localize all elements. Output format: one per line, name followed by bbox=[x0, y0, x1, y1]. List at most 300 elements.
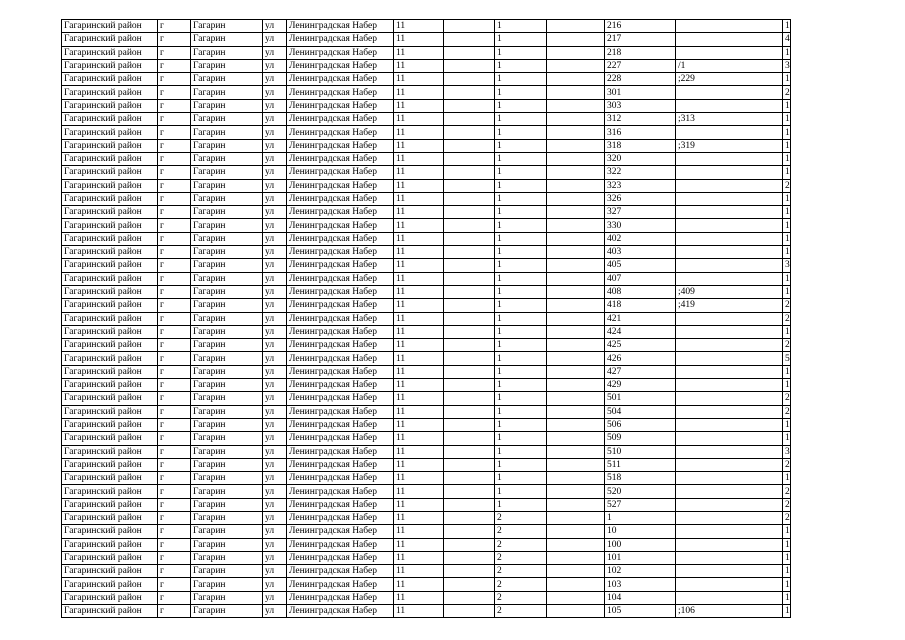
street-cell: Ленинградская Набер bbox=[287, 538, 394, 551]
building-cell bbox=[444, 445, 495, 458]
building-cell bbox=[444, 392, 495, 405]
city-cell: Гагарин bbox=[191, 352, 263, 365]
building-cell bbox=[444, 152, 495, 165]
table-row bbox=[62, 246, 791, 259]
street-type-cell: ул bbox=[263, 591, 287, 604]
floor-cell bbox=[547, 498, 605, 511]
apartment-extra-cell bbox=[676, 458, 783, 471]
district-cell: Гагаринский район bbox=[62, 405, 158, 418]
floor-cell bbox=[547, 485, 605, 498]
building-cell bbox=[444, 299, 495, 312]
apartment-extra-cell bbox=[676, 33, 783, 46]
entrance-cell: 1 bbox=[495, 392, 547, 405]
table-row bbox=[62, 445, 791, 458]
entrance-cell: 1 bbox=[495, 405, 547, 418]
count-cell: 2 bbox=[783, 179, 791, 192]
apartment-extra-cell bbox=[676, 392, 783, 405]
street-type-cell: ул bbox=[263, 113, 287, 126]
locality-type-cell: г bbox=[158, 179, 191, 192]
floor-cell bbox=[547, 578, 605, 591]
house-cell: 11 bbox=[394, 551, 444, 564]
district-cell: Гагаринский район bbox=[62, 272, 158, 285]
city-cell: Гагарин bbox=[191, 166, 263, 179]
floor-cell bbox=[547, 46, 605, 59]
apartment-cell: 100 bbox=[605, 538, 676, 551]
apartment-cell: 318 bbox=[605, 139, 676, 152]
street-cell: Ленинградская Набер bbox=[287, 511, 394, 524]
table-row bbox=[62, 20, 791, 33]
count-cell: 2 bbox=[783, 511, 791, 524]
district-cell: Гагаринский район bbox=[62, 591, 158, 604]
apartment-extra-cell: ;106 bbox=[676, 605, 783, 618]
city-cell: Гагарин bbox=[191, 246, 263, 259]
building-cell bbox=[444, 485, 495, 498]
district-cell: Гагаринский район bbox=[62, 20, 158, 33]
apartment-extra-cell bbox=[676, 312, 783, 325]
locality-type-cell: г bbox=[158, 206, 191, 219]
entrance-cell: 1 bbox=[495, 33, 547, 46]
floor-cell bbox=[547, 152, 605, 165]
entrance-cell: 1 bbox=[495, 152, 547, 165]
building-cell bbox=[444, 246, 495, 259]
apartment-cell: 506 bbox=[605, 418, 676, 431]
house-cell: 11 bbox=[394, 152, 444, 165]
house-cell: 11 bbox=[394, 113, 444, 126]
city-cell: Гагарин bbox=[191, 192, 263, 205]
district-cell: Гагаринский район bbox=[62, 73, 158, 86]
building-cell bbox=[444, 365, 495, 378]
street-cell: Ленинградская Набер bbox=[287, 285, 394, 298]
street-type-cell: ул bbox=[263, 99, 287, 112]
apartment-extra-cell bbox=[676, 192, 783, 205]
entrance-cell: 2 bbox=[495, 511, 547, 524]
floor-cell bbox=[547, 33, 605, 46]
locality-type-cell: г bbox=[158, 511, 191, 524]
locality-type-cell: г bbox=[158, 139, 191, 152]
apartment-extra-cell: ;313 bbox=[676, 113, 783, 126]
street-type-cell: ул bbox=[263, 578, 287, 591]
city-cell: Гагарин bbox=[191, 59, 263, 72]
street-cell: Ленинградская Набер bbox=[287, 365, 394, 378]
street-cell: Ленинградская Набер bbox=[287, 578, 394, 591]
table-row bbox=[62, 538, 791, 551]
city-cell: Гагарин bbox=[191, 405, 263, 418]
district-cell: Гагаринский район bbox=[62, 339, 158, 352]
building-cell bbox=[444, 578, 495, 591]
apartment-extra-cell bbox=[676, 325, 783, 338]
locality-type-cell: г bbox=[158, 33, 191, 46]
table-row bbox=[62, 86, 791, 99]
entrance-cell: 1 bbox=[495, 20, 547, 33]
apartment-cell: 320 bbox=[605, 152, 676, 165]
apartment-cell: 520 bbox=[605, 485, 676, 498]
entrance-cell: 1 bbox=[495, 472, 547, 485]
apartment-extra-cell bbox=[676, 379, 783, 392]
building-cell bbox=[444, 312, 495, 325]
floor-cell bbox=[547, 392, 605, 405]
table-row bbox=[62, 578, 791, 591]
table-row bbox=[62, 432, 791, 445]
district-cell: Гагаринский район bbox=[62, 565, 158, 578]
street-type-cell: ул bbox=[263, 139, 287, 152]
apartment-cell: 501 bbox=[605, 392, 676, 405]
street-type-cell: ул bbox=[263, 46, 287, 59]
house-cell: 11 bbox=[394, 312, 444, 325]
house-cell: 11 bbox=[394, 458, 444, 471]
district-cell: Гагаринский район bbox=[62, 33, 158, 46]
street-cell: Ленинградская Набер bbox=[287, 166, 394, 179]
apartment-cell: 102 bbox=[605, 565, 676, 578]
building-cell bbox=[444, 20, 495, 33]
apartment-cell: 429 bbox=[605, 379, 676, 392]
street-type-cell: ул bbox=[263, 179, 287, 192]
street-type-cell: ул bbox=[263, 365, 287, 378]
apartment-extra-cell bbox=[676, 206, 783, 219]
city-cell: Гагарин bbox=[191, 206, 263, 219]
locality-type-cell: г bbox=[158, 472, 191, 485]
building-cell bbox=[444, 538, 495, 551]
city-cell: Гагарин bbox=[191, 591, 263, 604]
locality-type-cell: г bbox=[158, 166, 191, 179]
district-cell: Гагаринский район bbox=[62, 538, 158, 551]
street-type-cell: ул bbox=[263, 551, 287, 564]
table-row bbox=[62, 126, 791, 139]
locality-type-cell: г bbox=[158, 498, 191, 511]
entrance-cell: 2 bbox=[495, 605, 547, 618]
street-cell: Ленинградская Набер bbox=[287, 445, 394, 458]
floor-cell bbox=[547, 113, 605, 126]
locality-type-cell: г bbox=[158, 113, 191, 126]
street-type-cell: ул bbox=[263, 352, 287, 365]
table-row bbox=[62, 565, 791, 578]
house-cell: 11 bbox=[394, 259, 444, 272]
house-cell: 11 bbox=[394, 339, 444, 352]
street-cell: Ленинградская Набер bbox=[287, 325, 394, 338]
street-type-cell: ул bbox=[263, 432, 287, 445]
floor-cell bbox=[547, 99, 605, 112]
count-cell: 2 bbox=[783, 498, 791, 511]
entrance-cell: 1 bbox=[495, 458, 547, 471]
apartment-cell: 408 bbox=[605, 285, 676, 298]
city-cell: Гагарин bbox=[191, 511, 263, 524]
floor-cell bbox=[547, 551, 605, 564]
street-type-cell: ул bbox=[263, 59, 287, 72]
district-cell: Гагаринский район bbox=[62, 152, 158, 165]
table-row bbox=[62, 152, 791, 165]
building-cell bbox=[444, 259, 495, 272]
building-cell bbox=[444, 179, 495, 192]
house-cell: 11 bbox=[394, 99, 444, 112]
apartment-cell: 424 bbox=[605, 325, 676, 338]
street-cell: Ленинградская Набер bbox=[287, 99, 394, 112]
count-cell: 1 bbox=[783, 551, 791, 564]
house-cell: 11 bbox=[394, 33, 444, 46]
apartment-cell: 509 bbox=[605, 432, 676, 445]
apartment-cell: 426 bbox=[605, 352, 676, 365]
apartment-extra-cell bbox=[676, 99, 783, 112]
entrance-cell: 1 bbox=[495, 285, 547, 298]
entrance-cell: 2 bbox=[495, 578, 547, 591]
locality-type-cell: г bbox=[158, 285, 191, 298]
count-cell: 3 bbox=[783, 445, 791, 458]
street-type-cell: ул bbox=[263, 418, 287, 431]
locality-type-cell: г bbox=[158, 272, 191, 285]
entrance-cell: 1 bbox=[495, 445, 547, 458]
district-cell: Гагаринский район bbox=[62, 325, 158, 338]
count-cell: 1 bbox=[783, 113, 791, 126]
count-cell: 2 bbox=[783, 299, 791, 312]
floor-cell bbox=[547, 139, 605, 152]
street-cell: Ленинградская Набер bbox=[287, 272, 394, 285]
street-type-cell: ул bbox=[263, 405, 287, 418]
count-cell: 1 bbox=[783, 472, 791, 485]
count-cell: 1 bbox=[783, 126, 791, 139]
apartment-extra-cell bbox=[676, 246, 783, 259]
building-cell bbox=[444, 232, 495, 245]
building-cell bbox=[444, 139, 495, 152]
street-cell: Ленинградская Набер bbox=[287, 206, 394, 219]
street-type-cell: ул bbox=[263, 152, 287, 165]
table-row bbox=[62, 325, 791, 338]
table-row bbox=[62, 312, 791, 325]
house-cell: 11 bbox=[394, 20, 444, 33]
locality-type-cell: г bbox=[158, 379, 191, 392]
floor-cell bbox=[547, 339, 605, 352]
house-cell: 11 bbox=[394, 59, 444, 72]
apartment-cell: 301 bbox=[605, 86, 676, 99]
street-cell: Ленинградская Набер bbox=[287, 352, 394, 365]
district-cell: Гагаринский район bbox=[62, 86, 158, 99]
floor-cell bbox=[547, 458, 605, 471]
building-cell bbox=[444, 166, 495, 179]
city-cell: Гагарин bbox=[191, 339, 263, 352]
count-cell: 2 bbox=[783, 312, 791, 325]
entrance-cell: 2 bbox=[495, 525, 547, 538]
district-cell: Гагаринский район bbox=[62, 113, 158, 126]
table-row bbox=[62, 551, 791, 564]
table-row bbox=[62, 259, 791, 272]
district-cell: Гагаринский район bbox=[62, 192, 158, 205]
house-cell: 11 bbox=[394, 472, 444, 485]
street-type-cell: ул bbox=[263, 511, 287, 524]
building-cell bbox=[444, 511, 495, 524]
entrance-cell: 1 bbox=[495, 232, 547, 245]
apartment-cell: 403 bbox=[605, 246, 676, 259]
apartment-cell: 217 bbox=[605, 33, 676, 46]
entrance-cell: 1 bbox=[495, 246, 547, 259]
apartment-extra-cell bbox=[676, 166, 783, 179]
house-cell: 11 bbox=[394, 219, 444, 232]
house-cell: 11 bbox=[394, 445, 444, 458]
apartment-extra-cell bbox=[676, 485, 783, 498]
house-cell: 11 bbox=[394, 166, 444, 179]
apartment-cell: 216 bbox=[605, 20, 676, 33]
building-cell bbox=[444, 325, 495, 338]
house-cell: 11 bbox=[394, 405, 444, 418]
locality-type-cell: г bbox=[158, 259, 191, 272]
apartment-extra-cell bbox=[676, 551, 783, 564]
city-cell: Гагарин bbox=[191, 432, 263, 445]
table-row bbox=[62, 405, 791, 418]
floor-cell bbox=[547, 472, 605, 485]
address-table bbox=[61, 19, 791, 618]
district-cell: Гагаринский район bbox=[62, 139, 158, 152]
apartment-extra-cell: ;229 bbox=[676, 73, 783, 86]
locality-type-cell: г bbox=[158, 299, 191, 312]
street-type-cell: ул bbox=[263, 232, 287, 245]
street-cell: Ленинградская Набер bbox=[287, 432, 394, 445]
street-cell: Ленинградская Набер bbox=[287, 179, 394, 192]
district-cell: Гагаринский район bbox=[62, 46, 158, 59]
count-cell: 1 bbox=[783, 139, 791, 152]
locality-type-cell: г bbox=[158, 405, 191, 418]
floor-cell bbox=[547, 445, 605, 458]
apartment-extra-cell bbox=[676, 565, 783, 578]
floor-cell bbox=[547, 312, 605, 325]
street-cell: Ленинградская Набер bbox=[287, 113, 394, 126]
floor-cell bbox=[547, 405, 605, 418]
district-cell: Гагаринский район bbox=[62, 472, 158, 485]
apartment-cell: 427 bbox=[605, 365, 676, 378]
apartment-cell: 518 bbox=[605, 472, 676, 485]
table-row bbox=[62, 219, 791, 232]
floor-cell bbox=[547, 246, 605, 259]
table-row bbox=[62, 299, 791, 312]
street-type-cell: ул bbox=[263, 485, 287, 498]
house-cell: 11 bbox=[394, 179, 444, 192]
district-cell: Гагаринский район bbox=[62, 179, 158, 192]
apartment-cell: 303 bbox=[605, 99, 676, 112]
apartment-extra-cell bbox=[676, 86, 783, 99]
street-type-cell: ул bbox=[263, 285, 287, 298]
building-cell bbox=[444, 432, 495, 445]
locality-type-cell: г bbox=[158, 432, 191, 445]
count-cell: 1 bbox=[783, 591, 791, 604]
entrance-cell: 1 bbox=[495, 299, 547, 312]
city-cell: Гагарин bbox=[191, 299, 263, 312]
apartment-cell: 104 bbox=[605, 591, 676, 604]
count-cell: 2 bbox=[783, 339, 791, 352]
city-cell: Гагарин bbox=[191, 458, 263, 471]
count-cell: 2 bbox=[783, 405, 791, 418]
table-row bbox=[62, 525, 791, 538]
table-row bbox=[62, 139, 791, 152]
street-cell: Ленинградская Набер bbox=[287, 605, 394, 618]
count-cell: 1 bbox=[783, 379, 791, 392]
house-cell: 11 bbox=[394, 578, 444, 591]
city-cell: Гагарин bbox=[191, 272, 263, 285]
city-cell: Гагарин bbox=[191, 498, 263, 511]
district-cell: Гагаринский район bbox=[62, 458, 158, 471]
city-cell: Гагарин bbox=[191, 578, 263, 591]
city-cell: Гагарин bbox=[191, 99, 263, 112]
locality-type-cell: г bbox=[158, 525, 191, 538]
entrance-cell: 1 bbox=[495, 46, 547, 59]
district-cell: Гагаринский район bbox=[62, 578, 158, 591]
apartment-cell: 101 bbox=[605, 551, 676, 564]
city-cell: Гагарин bbox=[191, 565, 263, 578]
entrance-cell: 1 bbox=[495, 259, 547, 272]
locality-type-cell: г bbox=[158, 59, 191, 72]
building-cell bbox=[444, 272, 495, 285]
building-cell bbox=[444, 379, 495, 392]
district-cell: Гагаринский район bbox=[62, 445, 158, 458]
building-cell bbox=[444, 206, 495, 219]
house-cell: 11 bbox=[394, 325, 444, 338]
apartment-extra-cell: ;319 bbox=[676, 139, 783, 152]
apartment-cell: 322 bbox=[605, 166, 676, 179]
street-cell: Ленинградская Набер bbox=[287, 59, 394, 72]
street-cell: Ленинградская Набер bbox=[287, 46, 394, 59]
house-cell: 11 bbox=[394, 299, 444, 312]
building-cell bbox=[444, 472, 495, 485]
street-cell: Ленинградская Набер bbox=[287, 339, 394, 352]
street-type-cell: ул bbox=[263, 219, 287, 232]
locality-type-cell: г bbox=[158, 352, 191, 365]
count-cell: 1 bbox=[783, 192, 791, 205]
count-cell: 1 bbox=[783, 46, 791, 59]
entrance-cell: 1 bbox=[495, 139, 547, 152]
district-cell: Гагаринский район bbox=[62, 525, 158, 538]
apartment-extra-cell bbox=[676, 445, 783, 458]
house-cell: 11 bbox=[394, 525, 444, 538]
street-type-cell: ул bbox=[263, 192, 287, 205]
street-cell: Ленинградская Набер bbox=[287, 86, 394, 99]
locality-type-cell: г bbox=[158, 73, 191, 86]
locality-type-cell: г bbox=[158, 418, 191, 431]
table-row bbox=[62, 272, 791, 285]
building-cell bbox=[444, 46, 495, 59]
house-cell: 11 bbox=[394, 352, 444, 365]
street-type-cell: ул bbox=[263, 272, 287, 285]
building-cell bbox=[444, 352, 495, 365]
floor-cell bbox=[547, 126, 605, 139]
locality-type-cell: г bbox=[158, 126, 191, 139]
building-cell bbox=[444, 126, 495, 139]
street-cell: Ленинградская Набер bbox=[287, 405, 394, 418]
table-row bbox=[62, 179, 791, 192]
building-cell bbox=[444, 86, 495, 99]
city-cell: Гагарин bbox=[191, 312, 263, 325]
street-type-cell: ул bbox=[263, 445, 287, 458]
table-row bbox=[62, 511, 791, 524]
count-cell: 1 bbox=[783, 365, 791, 378]
street-type-cell: ул bbox=[263, 392, 287, 405]
apartment-cell: 227 bbox=[605, 59, 676, 72]
apartment-extra-cell bbox=[676, 20, 783, 33]
house-cell: 11 bbox=[394, 246, 444, 259]
building-cell bbox=[444, 339, 495, 352]
floor-cell bbox=[547, 352, 605, 365]
street-type-cell: ул bbox=[263, 605, 287, 618]
city-cell: Гагарин bbox=[191, 232, 263, 245]
district-cell: Гагаринский район bbox=[62, 219, 158, 232]
apartment-extra-cell bbox=[676, 46, 783, 59]
district-cell: Гагаринский район bbox=[62, 259, 158, 272]
apartment-cell: 330 bbox=[605, 219, 676, 232]
house-cell: 11 bbox=[394, 432, 444, 445]
locality-type-cell: г bbox=[158, 565, 191, 578]
table-row bbox=[62, 418, 791, 431]
street-cell: Ленинградская Набер bbox=[287, 33, 394, 46]
entrance-cell: 1 bbox=[495, 219, 547, 232]
street-type-cell: ул bbox=[263, 565, 287, 578]
table-row bbox=[62, 379, 791, 392]
street-cell: Ленинградская Набер bbox=[287, 565, 394, 578]
street-type-cell: ул bbox=[263, 166, 287, 179]
entrance-cell: 1 bbox=[495, 418, 547, 431]
floor-cell bbox=[547, 166, 605, 179]
